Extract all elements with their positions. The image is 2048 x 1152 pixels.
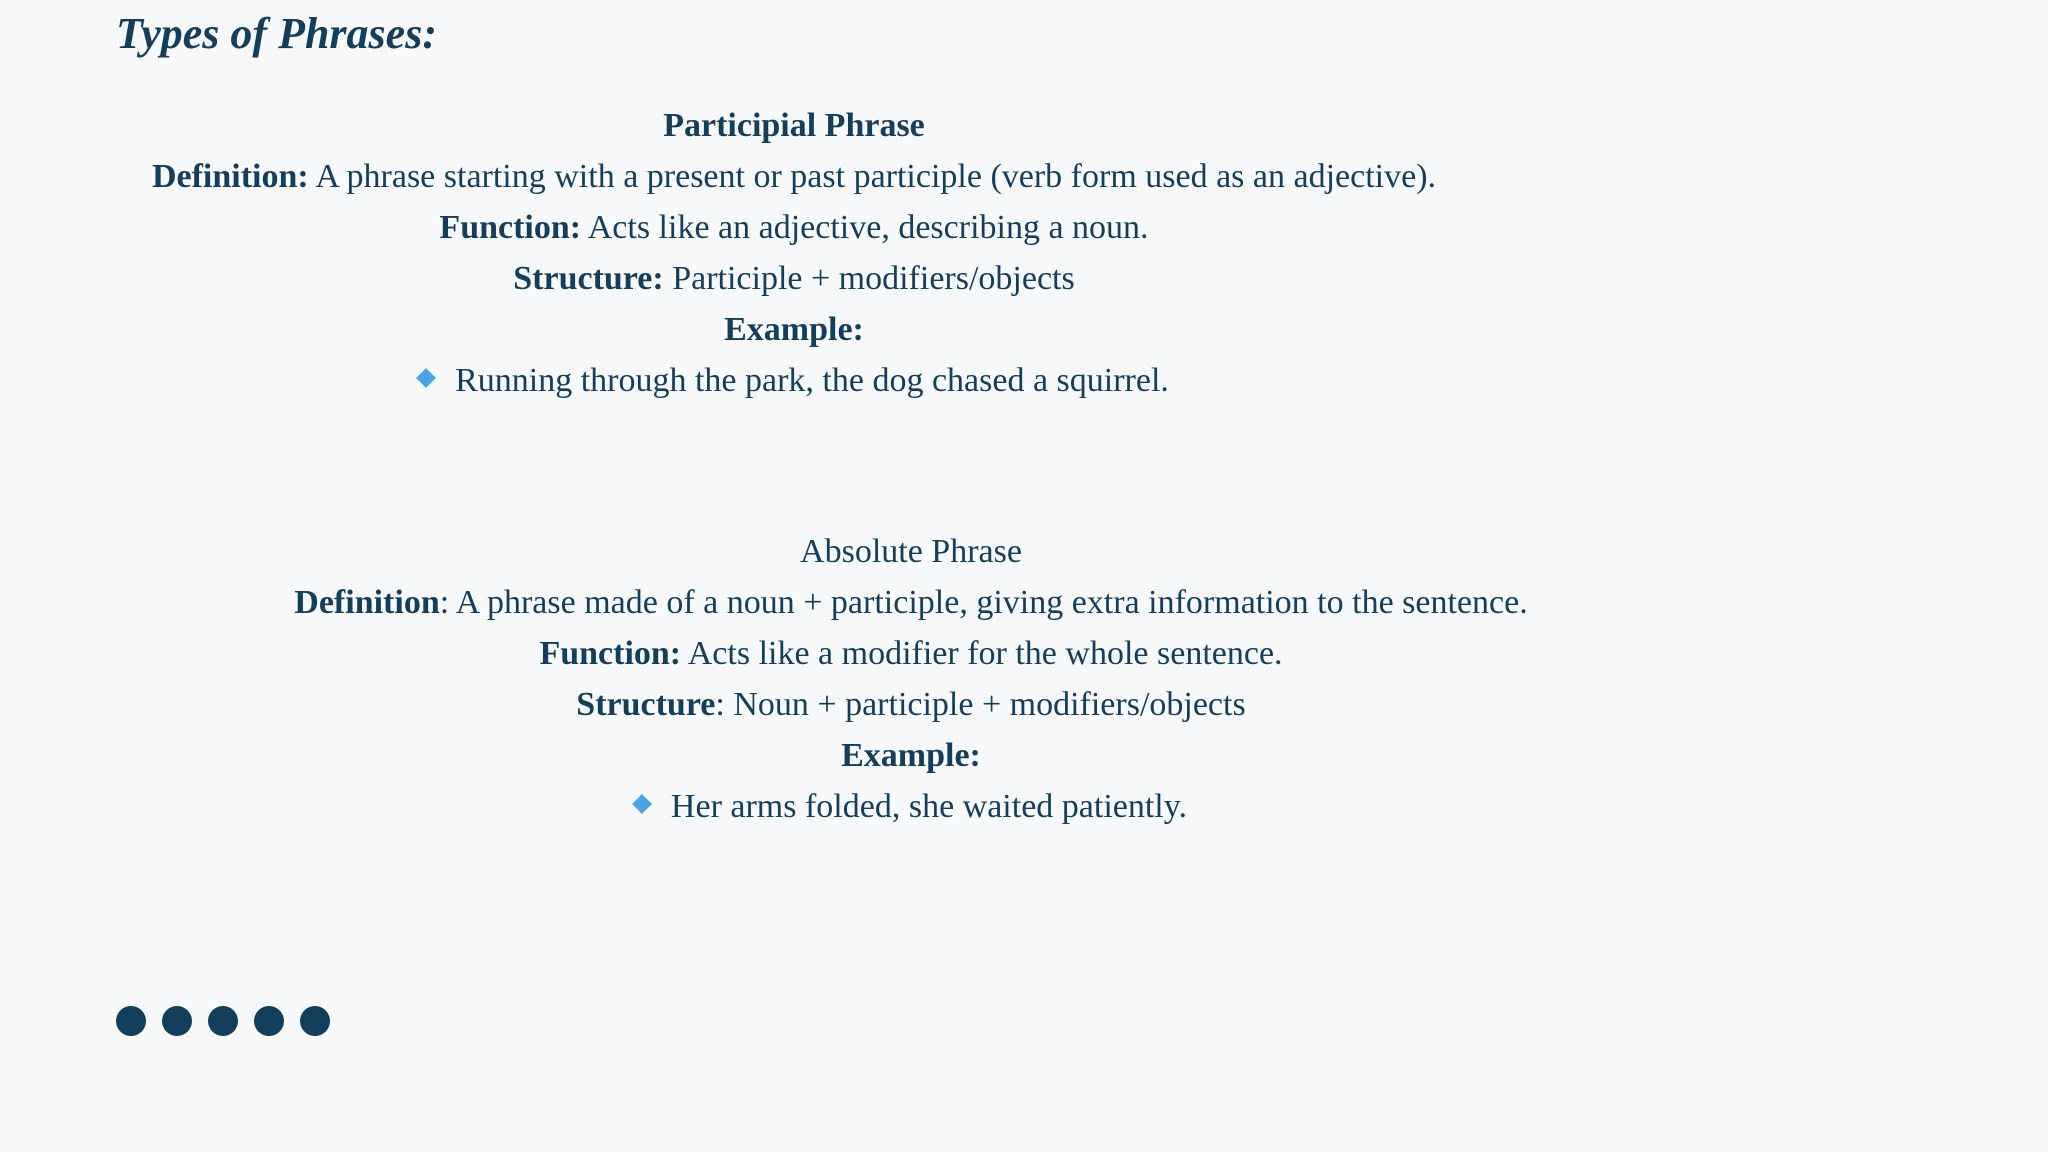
participial-function <box>116 202 1472 253</box>
pagination-dot[interactable] <box>254 1006 284 1036</box>
definition-text: : A phrase made of a noun + participle, giving extra information to the sentence. <box>439 584 1528 621</box>
absolute-example-label: Example: <box>841 737 981 774</box>
slide-pagination-dots <box>116 1006 330 1036</box>
participial-phrase-section <box>116 100 1472 406</box>
pagination-dot[interactable] <box>300 1006 330 1036</box>
function-label: Function: <box>439 209 582 246</box>
structure-label: Structure: <box>513 260 664 297</box>
function-label: Function: <box>539 635 682 672</box>
participial-example <box>116 355 1472 406</box>
example-text: Her arms folded, she waited patiently. <box>670 788 1188 825</box>
definition-label: Definition: <box>151 158 309 195</box>
slide-title: Types of Phrases: <box>116 9 437 58</box>
absolute-heading: Absolute Phrase <box>800 533 1022 570</box>
example-text: Running through the park, the dog chased a squirrel. <box>455 362 1169 399</box>
participial-definition <box>116 151 1472 202</box>
structure-text: Participle + modifiers/objects <box>663 260 1075 297</box>
definition-label: Definition <box>294 584 440 621</box>
pagination-dot[interactable] <box>116 1006 146 1036</box>
function-text: Acts like an adjective, describing a noun. <box>581 209 1149 246</box>
absolute-definition <box>260 577 1562 628</box>
diamond-bullet-icon <box>416 368 436 388</box>
function-text: Acts like a modifier for the whole sentence. <box>681 635 1283 672</box>
diamond-bullet-icon <box>632 794 652 814</box>
participial-example-label: Example: <box>724 311 864 348</box>
absolute-structure <box>260 679 1562 730</box>
participial-heading: Participial Phrase <box>663 107 925 144</box>
structure-label: Structure <box>576 686 716 723</box>
structure-text: : Noun + participle + modifiers/objects <box>715 686 1246 723</box>
absolute-phrase-section <box>260 526 1562 832</box>
participial-structure <box>116 253 1472 304</box>
pagination-dot[interactable] <box>208 1006 238 1036</box>
definition-text: A phrase starting with a present or past participle (verb form used as an adjective). <box>308 158 1437 195</box>
absolute-function <box>260 628 1562 679</box>
absolute-example <box>260 781 1562 832</box>
pagination-dot[interactable] <box>162 1006 192 1036</box>
